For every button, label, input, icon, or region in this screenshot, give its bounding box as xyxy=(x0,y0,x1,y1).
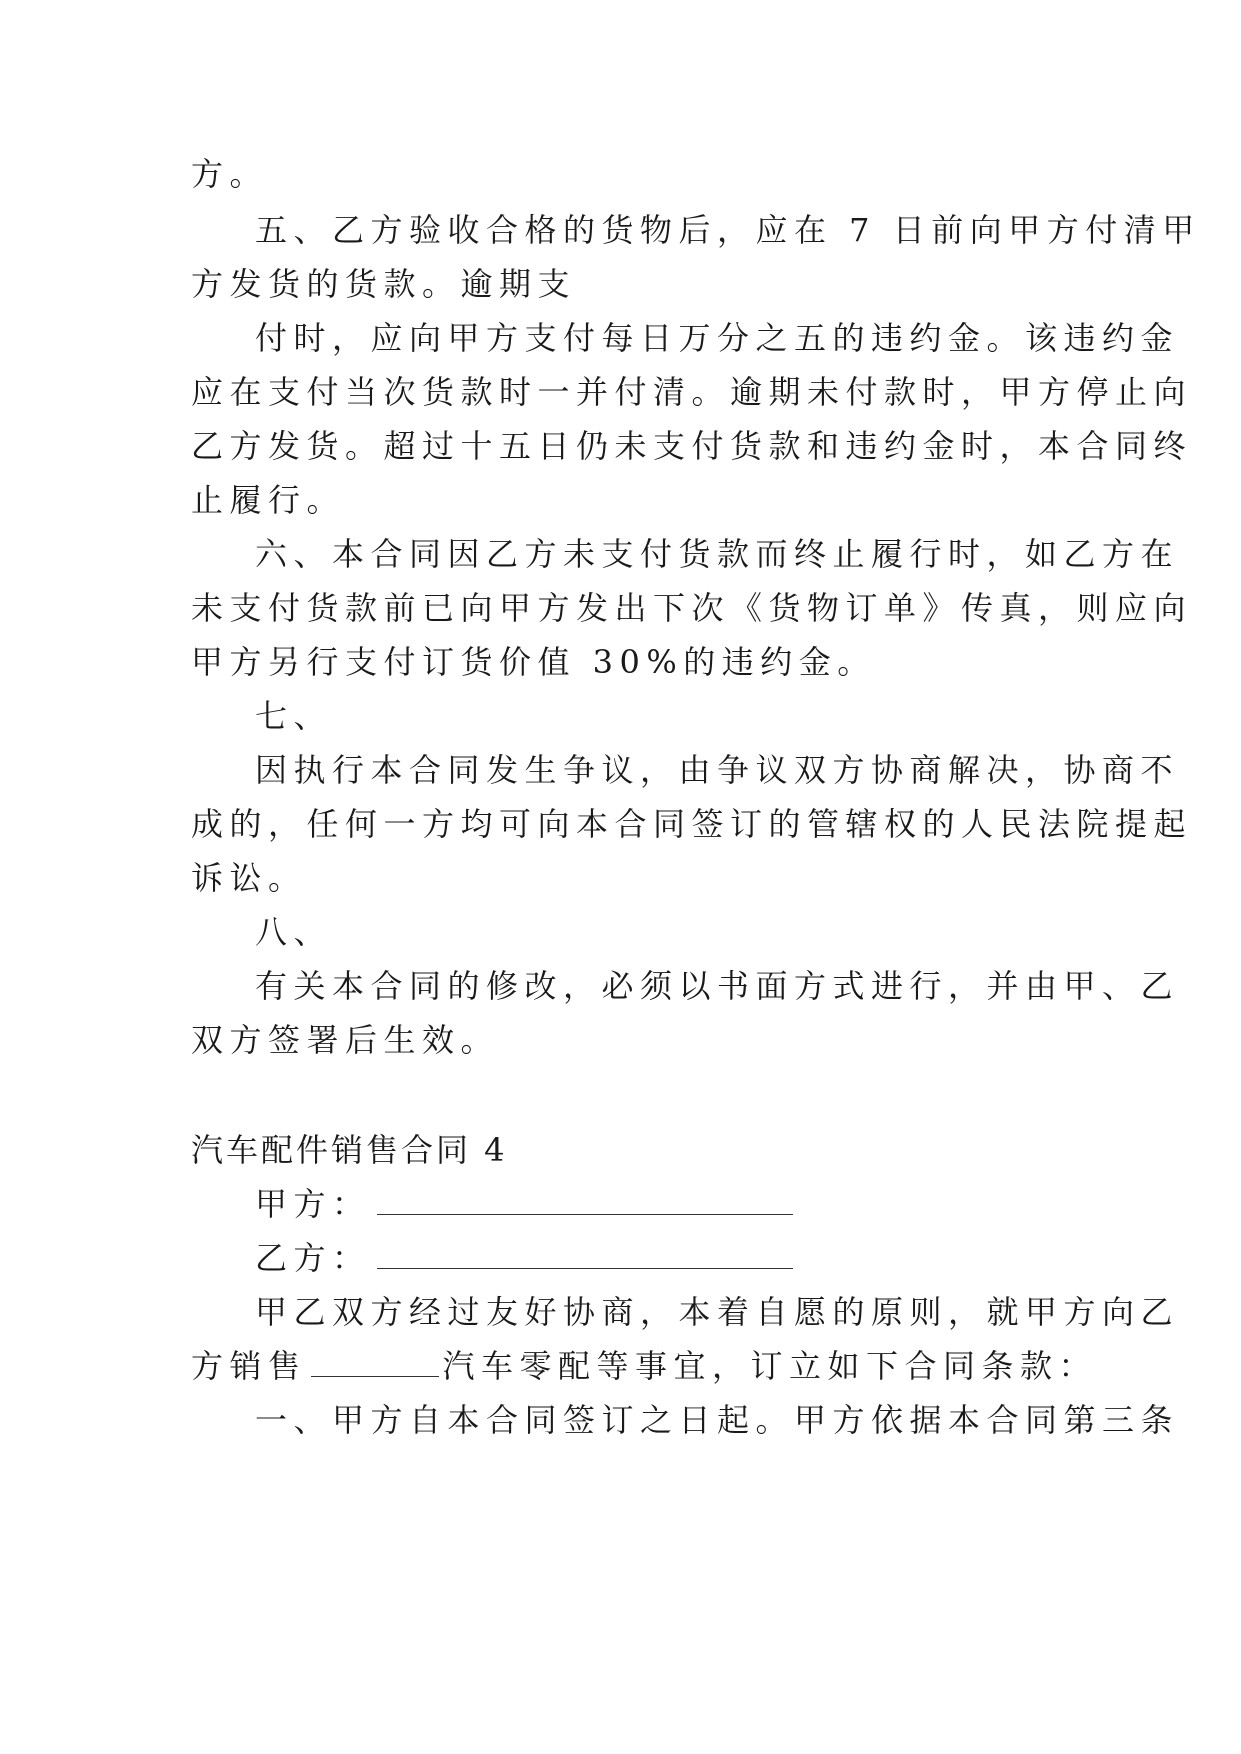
party-a-row xyxy=(255,1184,793,1224)
paragraph-line: 止履行。 xyxy=(191,481,346,519)
party-a-label: 甲方： xyxy=(255,1185,371,1223)
paragraph-line: 六、本合同因乙方未支付货款而终止履行时，如乙方在 xyxy=(255,535,1180,573)
paragraph-line: 付时，应向甲方支付每日万分之五的违约金。该违约金 xyxy=(255,319,1180,357)
paragraph-line: 应在支付当次货款时一并付清。逾期未付款时，甲方停止向 xyxy=(191,373,1193,411)
paragraph-line: 方发货的货款。逾期支 xyxy=(191,265,577,303)
product-blank xyxy=(311,1370,439,1377)
paragraph-line: 七、 xyxy=(255,697,333,735)
paragraph-line: 五、乙方验收合格的货物后，应在 7 日前向甲方付清甲 xyxy=(255,211,1201,249)
intro-suffix: 汽车零配等事宜，订立如下合同条款： xyxy=(442,1347,1098,1385)
intro-line-2 xyxy=(191,1346,1097,1386)
paragraph-line: 有关本合同的修改，必须以书面方式进行，并由甲、乙 xyxy=(255,967,1180,1005)
paragraph-line: 八、 xyxy=(255,913,333,951)
intro-prefix: 方销售 xyxy=(191,1347,307,1385)
paragraph-line: 双方签署后生效。 xyxy=(191,1021,500,1059)
paragraph-line: 乙方发货。超过十五日仍未支付货款和违约金时，本合同终 xyxy=(191,427,1193,465)
intro-line-1: 甲乙双方经过友好协商，本着自愿的原则，就甲方向乙 xyxy=(255,1293,1180,1331)
paragraph-line: 因执行本合同发生争议，由争议双方协商解决，协商不 xyxy=(255,751,1180,789)
paragraph-line: 诉讼。 xyxy=(191,859,307,897)
paragraph-line: 成的，任何一方均可向本合同签订的管辖权的人民法院提起 xyxy=(191,805,1193,843)
party-b-label: 乙方： xyxy=(255,1239,371,1277)
paragraph-line: 未支付货款前已向甲方发出下次《货物订单》传真，则应向 xyxy=(191,589,1193,627)
clause-1: 一、甲方自本合同签订之日起。甲方依据本合同第三条 xyxy=(255,1401,1180,1439)
paragraph-line: 方。 xyxy=(191,155,269,193)
party-b-blank xyxy=(377,1262,793,1269)
paragraph-line: 甲方另行支付订货价值 30%的违约金。 xyxy=(191,643,876,681)
section-title: 汽车配件销售合同 4 xyxy=(191,1131,508,1169)
party-a-blank xyxy=(377,1208,793,1215)
party-b-row xyxy=(255,1238,793,1278)
